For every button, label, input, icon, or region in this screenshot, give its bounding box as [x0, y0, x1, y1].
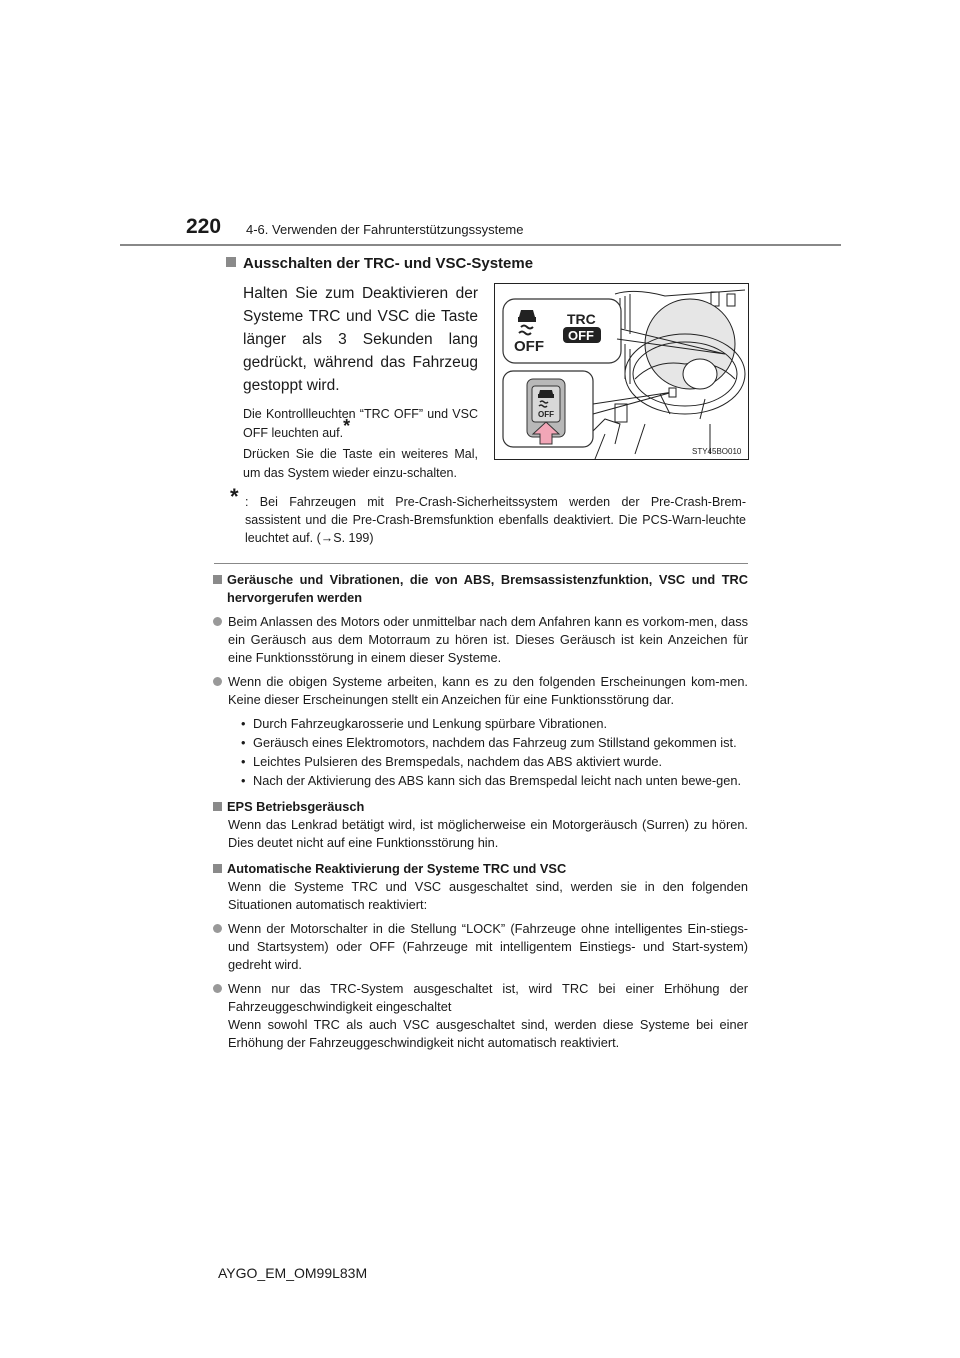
steering-wheel-drawing: [495, 284, 749, 460]
square-bullet-icon: [213, 575, 222, 584]
intro-text: Halten Sie zum Deaktivieren der Systeme TRC und VSC die Taste länger als 3 Sekunden lang gedrückt, während das Fahrzeug gestoppt wird.: [243, 285, 478, 394]
info-heading-noise: [213, 571, 748, 607]
footnote: [230, 484, 746, 547]
trc-off-icon: [563, 311, 601, 343]
list-item-text: Beim Anlassen des Motors oder unmittelbar nach dem Anfahren kann es vorkom-men, dass ein Geräusch aus dem Motorraum zu hören ist. Dieses Geräusch ist kein Anzeichen für eine Funktionsstörung in einem dieser Systeme.: [228, 614, 748, 665]
bullet-dot-icon: [213, 617, 222, 626]
eps-text: Wenn das Lenkrad betätigt wird, ist möglicherweise ein Motorgeräusch (Surren) zu hören. Dies deutet nicht auf eine Funktionsstörung hin.: [228, 817, 748, 850]
page-number: 220: [186, 215, 222, 238]
sub-list-item-text: Nach der Aktivierung des ABS kann sich das Bremspedal leicht nach unten bewe-gen.: [253, 773, 741, 788]
list-item: [228, 613, 748, 667]
dashboard-illustration: [494, 283, 749, 460]
note-asterisk: *: [343, 415, 351, 436]
sub-list-item: • Nach der Aktivierung des ABS kann sich das Bremspedal leicht nach unten bewe-gen.: [241, 773, 741, 788]
note-reenable: Drücken Sie die Taste ein weiteres Mal, um das System wieder einzu-schalten.: [243, 447, 478, 480]
info-heading-eps-text: EPS Betriebsgeräusch: [227, 799, 365, 814]
square-bullet-icon: [213, 802, 222, 811]
list-item: [228, 980, 748, 1052]
vsc-off-label: OFF: [514, 338, 544, 355]
model-code: AYGO_EM_OM99L83M: [218, 1265, 368, 1281]
sub-list-item: • Durch Fahrzeugkarosserie und Lenkung spürbare Vibrationen.: [241, 716, 608, 731]
list-item: [228, 920, 748, 974]
sub-list-item-text: Leichtes Pulsieren des Bremspedals, nachdem das ABS aktiviert wurde.: [253, 754, 663, 769]
footnote-text: : Bei Fahrzeugen mit Pre-Crash-Sicherheitssystem werden der Pre-Crash-Brem-sassistent und die Pre-Crash-Bremsfunktion ebenfalls deaktiviert. Die PCS-Warn-leuchte leuchtet auf. (→S. 199): [245, 495, 746, 545]
bullet-dot-icon: [213, 677, 222, 686]
trc-off-label: OFF: [568, 328, 594, 343]
info-heading-reactivation-text: Automatische Reaktivierung der Systeme TRC und VSC: [227, 861, 567, 876]
list-item-text: Wenn sowohl TRC als auch VSC ausgeschaltet sind, werden diese Systeme bei einer Erhöhung der Fahrzeuggeschwindigkeit nicht automatisch reaktiviert.: [228, 1017, 748, 1050]
header-rule: [120, 244, 841, 246]
button-off-label: OFF: [538, 410, 554, 419]
list-item-text: Wenn der Motorschalter in die Stellung “LOCK” (Fahrzeuge ohne intelligentes Ein-stiegs- und Startsystem) oder OFF (Fahrzeuge mit intelligentem Einstiegs- und Start-system) gedreht wird.: [228, 921, 748, 972]
sub-list-item-text: Geräusch eines Elektromotors, nachdem das Fahrzeug zum Stillstand gekommen ist.: [253, 735, 737, 750]
figure-code: STY45BO010: [692, 447, 742, 456]
section-title: Ausschalten der TRC- und VSC-Systeme: [243, 255, 534, 272]
square-bullet-icon: [213, 864, 222, 873]
info-heading-eps: [213, 798, 748, 816]
info-block: [213, 571, 748, 1052]
bullet-dot-icon: [213, 984, 222, 993]
list-item-text: Wenn nur das TRC-System ausgeschaltet ist, wird TRC bei einer Erhöhung der Fahrzeuggeschwindigkeit eingeschaltet: [228, 981, 748, 1014]
footnote-asterisk: *: [230, 484, 239, 509]
list-item: [228, 673, 748, 709]
note-lamps: [243, 405, 478, 443]
list-item-text: Wenn die obigen Systeme arbeiten, kann es zu den folgenden Erscheinungen kom-men. Keine dieser Erscheinungen stellt ein Anzeichen für eine Funktionsstörung dar.: [228, 674, 748, 707]
section-heading: [226, 255, 533, 272]
bullet-dot-icon: [213, 924, 222, 933]
trc-label: TRC: [567, 311, 596, 327]
square-bullet-icon: [226, 257, 236, 267]
info-heading-noise-text: Geräusche und Vibrationen, die von ABS, Bremsassistenzfunktion, VSC und TRC hervorgerufen werden: [227, 572, 748, 605]
reactivation-text: Wenn die Systeme TRC und VSC ausgeschaltet sind, werden sie in den folgenden Situationen automatisch reaktiviert:: [228, 879, 748, 912]
intro-block: [243, 282, 478, 483]
note-lamps-text: Die Kontrollleuchten “TRC OFF” und VSC OFF leuchten auf.: [243, 407, 478, 440]
chapter-title: 4-6. Verwenden der Fahrunterstützungssysteme: [246, 222, 524, 237]
sub-list-item: • Leichtes Pulsieren des Bremspedals, nachdem das ABS aktiviert wurde.: [241, 754, 663, 769]
sub-list-item: • Geräusch eines Elektromotors, nachdem das Fahrzeug zum Stillstand gekommen ist.: [241, 735, 737, 750]
sub-list-item-text: Durch Fahrzeugkarosserie und Lenkung spürbare Vibrationen.: [253, 716, 608, 731]
info-heading-reactivation: [213, 860, 748, 878]
divider: [214, 563, 748, 564]
